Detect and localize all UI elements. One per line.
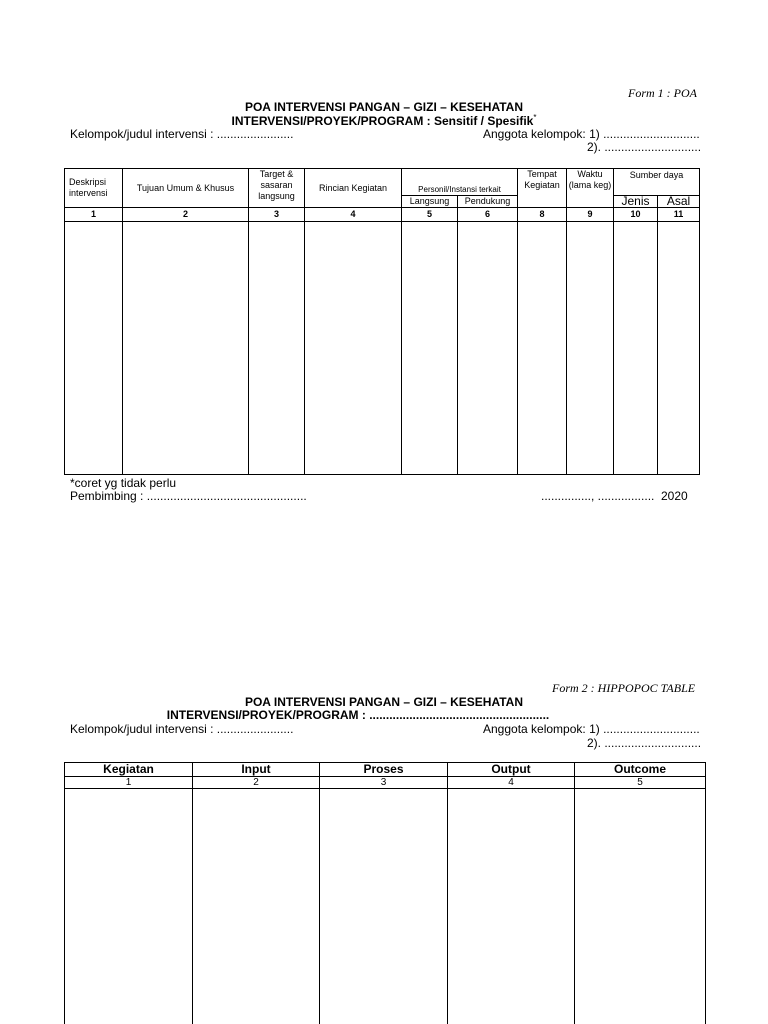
form1-label: Form 1 : POA [628,86,697,100]
col-number: 8 [518,208,567,222]
col-number: 1 [65,208,123,222]
empty-cell[interactable] [305,222,402,475]
header-langsung: Langsung [402,196,458,208]
form1-anggota-1: Anggota kelompok: 1) ............................. [483,127,700,141]
form1-date: ..............., ................. [541,489,655,503]
empty-cell[interactable] [518,222,567,475]
form2-label: Form 2 : HIPPOPOC TABLE [552,681,696,695]
header-waktu: Waktu (lama keg) [567,169,614,208]
col-number: 4 [448,777,575,789]
empty-cell[interactable] [65,222,123,475]
form2-title: POA INTERVENSI PANGAN – GIZI – KESEHATAN [244,695,524,709]
form1-note: *coret yg tidak perlu [70,476,177,490]
empty-cell[interactable] [614,222,658,475]
form1-pembimbing: Pembimbing : ................................................ [70,489,307,503]
hippopoc-table [64,762,706,1024]
col-number: 10 [614,208,658,222]
header-outcome: Outcome [575,763,706,777]
form2-anggota-2: 2). ............................. [587,736,702,750]
header-tempat: Tempat Kegiatan [518,169,567,208]
header-pendukung: Pendukung [458,196,518,208]
empty-cell[interactable] [123,222,249,475]
header-jenis: Jenis [614,196,658,208]
empty-cell[interactable] [448,789,575,1024]
form2-anggota-1: Anggota kelompok: 1) ............................. [483,722,700,736]
header-proses: Proses [320,763,448,777]
header-output: Output [448,763,575,777]
form1-title: POA INTERVENSI PANGAN – GIZI – KESEHATAN [244,100,524,114]
empty-cell[interactable] [193,789,320,1024]
col-number: 3 [320,777,448,789]
header-deskripsi: Deskripsi intervensi [65,169,123,208]
form1-kelompok: Kelompok/judul intervensi : ....................... [70,127,294,141]
empty-cell[interactable] [567,222,614,475]
col-number: 9 [567,208,614,222]
col-number: 4 [305,208,402,222]
empty-cell[interactable] [65,789,193,1024]
empty-cell[interactable] [458,222,518,475]
form2-subtitle: INTERVENSI/PROYEK/PROGRAM : ...................................................... [166,708,550,722]
header-target: Target & sasaran langsung [249,169,305,208]
header-personil: Personil/Instansi terkait [402,169,518,196]
empty-cell[interactable] [402,222,458,475]
empty-cell[interactable] [320,789,448,1024]
empty-cell[interactable] [249,222,305,475]
header-sumber-daya: Sumber daya [614,169,700,196]
poa-table [64,168,700,475]
col-number: 5 [402,208,458,222]
header-input: Input [193,763,320,777]
header-kegiatan: Kegiatan [65,763,193,777]
header-rincian: Rincian Kegiatan [305,169,402,208]
col-number: 5 [575,777,706,789]
col-number: 11 [658,208,700,222]
header-asal: Asal [658,196,700,208]
col-number: 2 [193,777,320,789]
col-number: 1 [65,777,193,789]
empty-cell[interactable] [575,789,706,1024]
col-number: 2 [123,208,249,222]
col-number: 6 [458,208,518,222]
empty-cell[interactable] [658,222,700,475]
header-tujuan: Tujuan Umum & Khusus [123,169,249,208]
form1-subtitle: INTERVENSI/PROYEK/PROGRAM : Sensitif / Spesifik* [231,113,537,128]
form1-year: 2020 [661,489,688,503]
col-number: 3 [249,208,305,222]
form2-kelompok: Kelompok/judul intervensi : ....................... [70,722,294,736]
form1-anggota-2: 2). ............................. [587,140,702,154]
